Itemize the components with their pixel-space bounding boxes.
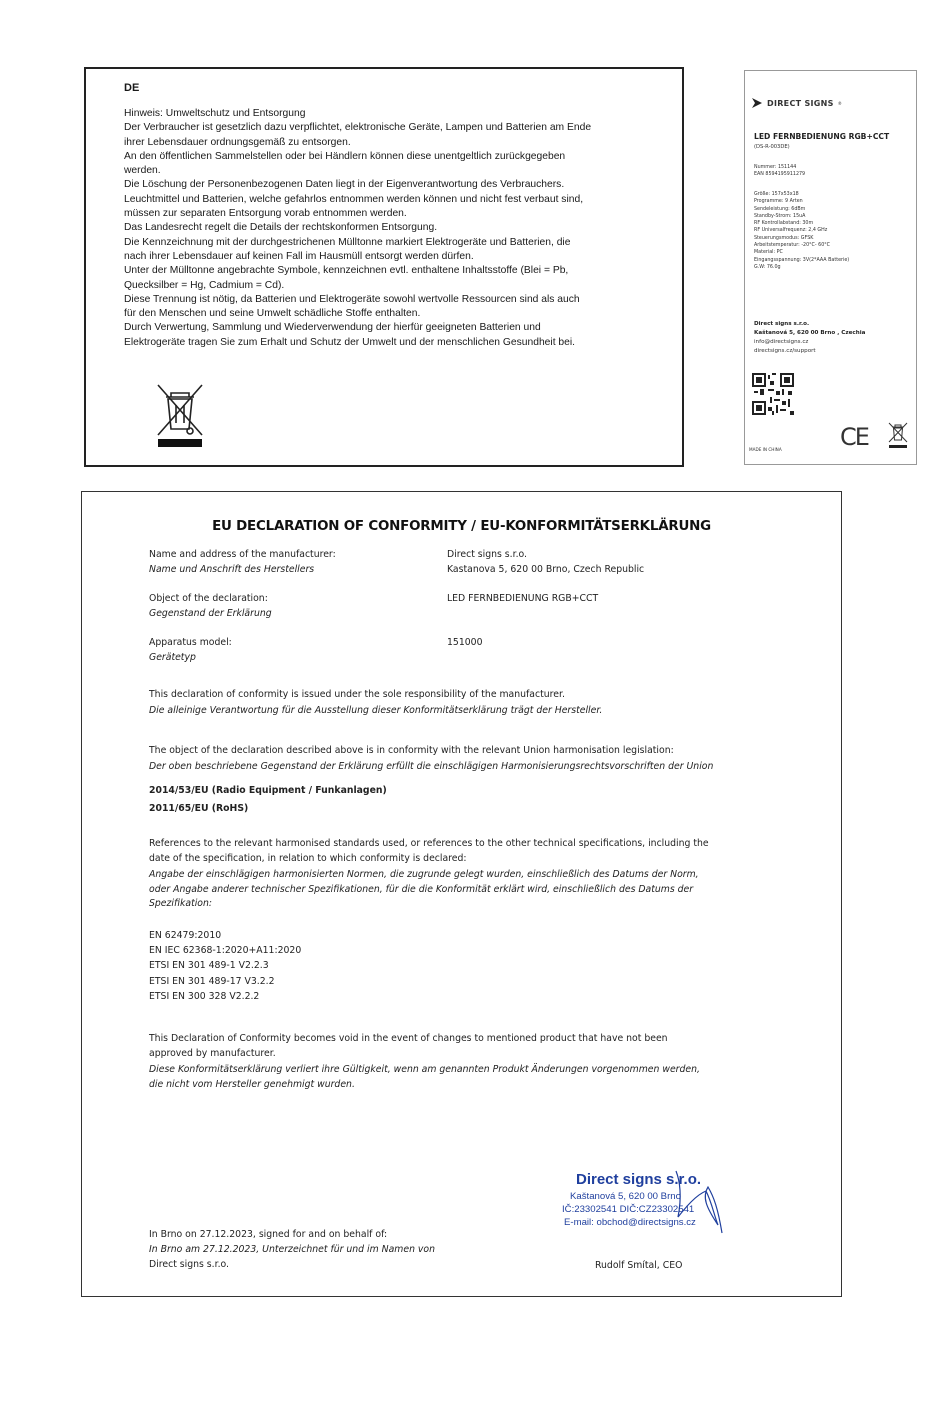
signatory-name: Rudolf Smítal, CEO (595, 1260, 683, 1271)
notice-line: Der Verbraucher ist gesetzlich dazu verpflichtet, elektronische Geräte, Lampen und Batterien am Ende (124, 122, 592, 134)
signed-company: Direct signs s.r.o. (149, 1259, 230, 1270)
company-address (754, 320, 865, 356)
spec-item: Größe: 157x53x18 (754, 192, 799, 197)
stamp-ids: IČ:23302541 DIČ:CZ23302541 (562, 1204, 695, 1215)
notice-line: Das Landesrecht regelt die Details der rechtskonformen Entsorgung. (124, 222, 438, 234)
signed-place: In Brno on 27.12.2023, signed for and on behalf of: (149, 1229, 388, 1240)
signed-place-de: In Brno am 27.12.2023, Unterzeichnet für und im Namen von (149, 1244, 435, 1255)
conformity-text-de: Der oben beschriebene Gegenstand der Erklärung erfüllt die einschlägigen Harmonisierungsrechtsvorschriften der Union (149, 761, 714, 772)
made-in-text: MADE IN CHINA (749, 447, 782, 452)
notice-line: für den Menschen und seine Umwelt schädliche Stoffe enthalten. (124, 308, 421, 320)
crossed-out-wheelie-bin-icon (154, 381, 206, 449)
references-text: References to the relevant harmonised standards used, or references to the other technical specifications, including the (149, 838, 709, 849)
notice-line: Leuchtmittel und Batterien, welche gefahrlos entnommen werden können und nicht fest verbaut sind, (124, 193, 584, 205)
directive-item: 2014/53/EU (Radio Equipment / Funkanlagen) (149, 785, 387, 796)
notice-line: Unter der Mülltonne angebrachte Symbole, kennzeichnen evtl. enthaltene Inhaltsstoffe (Blei = Pb, (124, 265, 569, 277)
standard-item: ETSI EN 300 328 V2.2.2 (149, 991, 260, 1002)
product-title: LED FERNBEDIENUNG RGB+CCT (754, 132, 890, 141)
manufacturer-label: Name and address of the manufacturer: (149, 549, 336, 560)
object-label-de: Gegenstand der Erklärung (149, 608, 272, 619)
ce-mark-icon: CE (840, 423, 868, 451)
spec-item: Eingangsspannung: 3V(2*AAA Batterie) (754, 257, 850, 263)
object-value: LED FERNBEDIENUNG RGB+CCT (447, 593, 599, 604)
manufacturer-name: Direct signs s.r.o. (447, 549, 528, 560)
object-label: Object of the declaration: (149, 593, 268, 604)
crossed-out-wheelie-bin-icon (888, 421, 908, 449)
stamp-address: Kaštanová 5, 620 00 Brno (570, 1191, 681, 1202)
spec-item: Sendeleistung: 6dBm (754, 206, 806, 212)
notice-line: Quecksilber = Hg, Cadmium = Cd). (124, 279, 285, 291)
void-text-de: die nicht vom Hersteller genehmigt wurden. (149, 1079, 355, 1090)
responsibility-text-de: Die alleinige Verantwortung für die Ausstellung dieser Konformitätserklärung trägt der Hersteller. (149, 705, 603, 716)
notice-line: Die Kennzeichnung mit der durchgestrichenen Mülltonne markiert Elektrogeräte und Batterien, die (124, 236, 571, 248)
references-text-de: oder Angabe anderer technischer Spezifikationen, für die die Konformität erklärt wird, einschließlich des Datums der (149, 884, 694, 895)
disposal-notice-box (84, 67, 684, 467)
email: info@directsigns.cz (754, 339, 809, 345)
stamp-email: E-mail: obchod@directsigns.cz (564, 1217, 696, 1228)
eu-declaration-of-conformity (81, 491, 842, 1297)
void-text-de: Diese Konformitätserklärung verliert ihre Gültigkeit, wenn am genannten Produkt Änderungen vorgenommen werden, (149, 1064, 700, 1075)
spec-item: Material: PC (754, 250, 783, 256)
support-url: directsigns.cz/support (754, 348, 816, 354)
brand-name: DIRECT SIGNS (767, 98, 834, 108)
stamp-name: Direct signs s.r.o. (576, 1171, 702, 1188)
spec-item: Programme: 9 Arten (754, 199, 803, 205)
company-stamp (556, 1167, 761, 1239)
product-label (744, 70, 917, 465)
item-number: Nummer: 151144 (754, 165, 797, 170)
registered-mark: ® (837, 100, 843, 106)
qr-code-icon (752, 373, 794, 415)
language-code: DE (124, 82, 140, 94)
standard-item: ETSI EN 301 489-17 V3.2.2 (149, 976, 275, 987)
references-text-de: Spezifikation: (149, 898, 213, 909)
notice-line: werden. (124, 165, 161, 177)
standard-item: EN 62479:2010 (149, 930, 222, 941)
standard-item: ETSI EN 301 489-1 V2.2.3 (149, 960, 269, 971)
conformity-text: The object of the declaration described above is in conformity with the relevant Union harmonisation legislation: (149, 745, 674, 756)
notice-line: ihrer Lebensdauer ordnungsgemäß zu entsorgen. (124, 136, 351, 148)
spec-list (754, 191, 849, 271)
manufacturer-label-de: Name und Anschrift des Herstellers (149, 564, 315, 575)
spec-item: G.W: 76.0g (754, 264, 781, 270)
void-text: This Declaration of Conformity becomes void in the event of changes to mentioned product that have not been (149, 1033, 668, 1044)
company-name: Direct signs s.r.o. (754, 321, 810, 327)
references-text-de: Angabe der einschlägigen harmonisierten Normen, die zugrunde gelegt wurden, einschließlich des Datums der Norm, (149, 869, 699, 880)
spec-item: Steuerungsmodus: GFSK (754, 235, 814, 241)
manufacturer-address: Kastanova 5, 620 00 Brno, Czech Republic (447, 564, 645, 575)
product-numbers (754, 164, 805, 178)
street-address: Kaštanová 5, 620 00 Brno , Czechia (754, 330, 866, 336)
void-text: approved by manufacturer. (149, 1048, 276, 1059)
notice-line: Hinweis: Umweltschutz und Entsorgung (124, 108, 306, 119)
spec-item: Arbeitstemperatur: -20°C- 60°C (754, 243, 831, 249)
responsibility-text: This declaration of conformity is issued under the sole responsibility of the manufacturer. (149, 689, 565, 700)
notice-text (124, 107, 679, 350)
notice-line: nach ihrer Lebensdauer auf keinen Fall im Hausmüll entsorgt werden dürfen. (124, 250, 474, 262)
model-code: (DS-R-003DE) (754, 144, 790, 150)
direct-signs-logo-icon (751, 97, 763, 109)
spec-item: Standby-Strom: 15uA (754, 213, 806, 219)
notice-line: Die Löschung der Personenbezogenen Daten liegt in der Eigenverantwortung des Verbrauchers. (124, 179, 565, 191)
declaration-title: EU DECLARATION OF CONFORMITY / EU-KONFORMITÄTSERKLÄRUNG (212, 519, 711, 534)
spec-item: RF Kontrollabstand: 30m (754, 221, 814, 227)
notice-line: müssen zur separaten Entsorgung vorab entnommen werden. (124, 208, 407, 220)
notice-line: An den öffentlichen Sammelstellen oder bei Händlern können diese unentgeltlich zurückgegeben (124, 150, 566, 162)
model-value: 151000 (447, 637, 483, 648)
model-label: Apparatus model: (149, 637, 232, 648)
model-label-de: Gerätetyp (149, 652, 196, 663)
ean-code: EAN 8594195911279 (754, 172, 806, 177)
notice-line: Diese Trennung ist nötig, da Batterien und Elektrogeräte sowohl wertvolle Ressourcen sind als auch (124, 293, 580, 305)
notice-line: Durch Verwertung, Sammlung und Wiederverwendung der hierfür geeigneten Batterien und (124, 322, 541, 334)
references-text: date of the specification, in relation to which conformity is declared: (149, 853, 467, 864)
standard-item: EN IEC 62368-1:2020+A11:2020 (149, 945, 302, 956)
directive-item: 2011/65/EU (RoHS) (149, 803, 249, 814)
brand-logo (751, 97, 842, 109)
spec-item: RF Universalfrequenz: 2,4 GHz (754, 228, 828, 234)
notice-line: Elektrogeräte tragen Sie zum Erhalt und Schutz der Umwelt und der menschlichen Gesundheit bei. (124, 336, 576, 348)
